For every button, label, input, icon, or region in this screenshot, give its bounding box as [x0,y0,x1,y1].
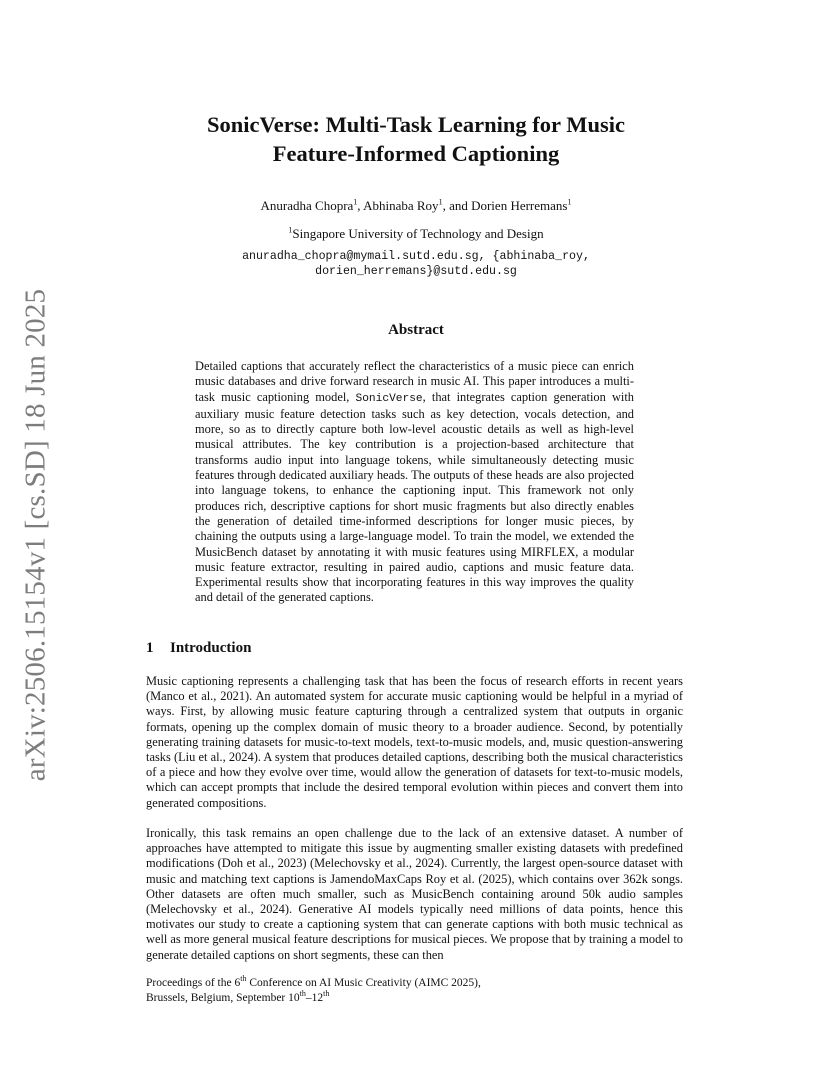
footnote-text-a: Proceedings of the 6 [146,977,241,989]
email-line-2: dorien_herremans}@sutd.edu.sg [315,265,517,278]
title-line-1: SonicVerse: Multi-Task Learning for Music [207,112,625,137]
author-separator: , and [442,198,472,213]
model-name: SonicVerse [355,392,423,405]
footnote-date-range: –12 [305,991,324,1004]
author-emails [150,249,682,279]
footnote-line-2 [146,988,481,1006]
footnote-ordinal: th [240,974,247,984]
affiliation-name: Singapore University of Technology and Design [292,226,544,241]
author-1: Anuradha Chopra [260,198,354,213]
intro-paragraph-2: Ironically, this task remains an open challenge due to the lack of an extensive dataset. A number of approaches have attempted to mitigate this issue by augmenting smaller existing datasets with predefined modifications (Doh et al., 2023) (Melechovsky et al., 2024). Currently, the largest open-source dataset with music and matching text captions is JamendoMaxCaps Roy et al. (2025), which contains over 362k songs. Other datasets are often much smaller, such as MusicBench containing around 50k audio samples (Melechovsky et al., 2024). Generative AI models typically need millions of data points, hence this motivates our study to create a captioning system that can generate captions with both music technical as well as more general musical feature descriptions for musical pieces. We propose that by training a model to generate detailed captions on short segments, these can then [146,826,683,962]
footnote-location: Brussels, Belgium, September 10 [146,991,300,1004]
arxiv-identifier: arXiv:2506.15154v1 [cs.SD] 18 Jun 2025 [19,288,52,782]
intro-paragraph-1: Music captioning represents a challenging task that has been the focus of research efforts in recent years (Manco et al., 2021). An automated system for accurate music captioning would be helpful in a myriad of ways. First, by allowing music feature capturing through a centralized system that outputs in organic formats, opening up the complex domain of music theory to a broader audience. Second, by potentially generating training datasets for music-to-text models, text-to-music models, and, music question-answering tasks (Liu et al., 2024). A system that produces detailed captions, describing both the musical characteristics of a piece and how they evolve over time, would allow the generation of datasets for text-to-music models, which can accept prompts that include the desired temporal evolution within pieces and convert them into generated compositions. [146,674,683,810]
author-2-affil-mark: 1 [438,197,443,207]
abstract-text-part-2: , that integrates caption generation with auxiliary music feature detection tasks such as key detection, vocals detection, and more, so as to directly capture both low-level acoustic details as well as high-level musical attributes. The key contribution is a projection-based architecture that transforms audio input into language tokens, while simultaneously detecting music features through dedicated auxiliary heads. The outputs of these heads are also projected into language tokens, to enhance the captioning input. This framework not only produces rich, descriptive captions for short music fragments but also directly enables the generation of detailed time-informed descriptions for longer music pieces, by chaining the outputs using a large-language model. To train the model, we extended the MusicBench dataset by annotating it with music features using MIRFLEX, a modular music feature extractor, resulting in paired audio, captions and music feature data. Experimental results show that incorporating features in this way improves the quality and detail of the generated captions. [195,389,634,605]
abstract-heading: Abstract [388,322,444,338]
author-2: Abhinaba Roy [363,198,439,213]
author-separator: , [357,198,364,213]
footnote-ordinal: th [323,988,330,998]
affiliation [150,226,682,242]
paper-title [150,110,682,168]
affiliation-mark: 1 [288,225,293,235]
author-3: Dorien Herremans [471,198,568,213]
title-line-2: Feature-Informed Captioning [272,141,560,166]
proceedings-footnote [146,976,481,1005]
abstract-body [195,359,634,606]
footnote-ordinal: th [299,988,306,998]
author-list [150,198,682,214]
section-heading [146,640,251,657]
section-title: Introduction [170,640,252,656]
author-3-affil-mark: 1 [567,197,572,207]
email-line-1: anuradha_chopra@mymail.sutd.edu.sg, {abhinaba_roy, [242,250,590,263]
arxiv-identifier-sidebar [8,288,64,782]
section-number: 1 [146,640,154,656]
author-1-affil-mark: 1 [353,197,358,207]
footnote-text-b: Conference on AI Music Creativity (AIMC 2025), [246,977,481,989]
footnote-line-1 [146,976,481,991]
abstract-text-part-1: Detailed captions that accurately reflect the characteristics of a music piece can enrich music databases and drive forward research in music AI. This paper introduces a multi-task music captioning model, [195,359,634,404]
